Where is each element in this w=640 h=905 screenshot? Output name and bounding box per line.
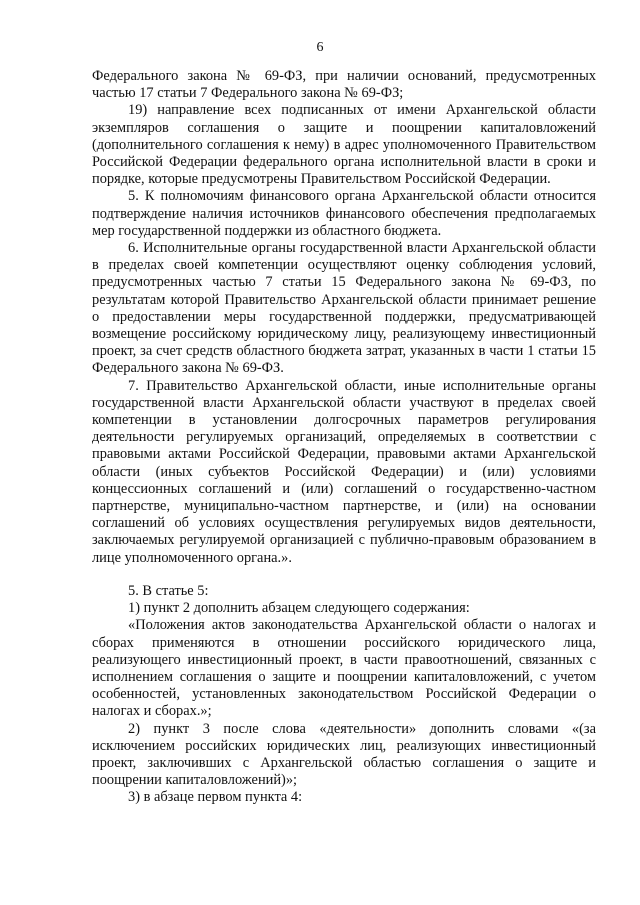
paragraph-article-5-heading: 5. В статье 5: [128,582,209,599]
paragraph-continuation: Федерального закона № 69-ФЗ, при наличии оснований, предусмотренных частью 17 статьи 7 Федерального закона № 69-ФЗ; [92,68,596,102]
paragraph-quote-taxes: «Положения актов законодательства Архангельской области о налогах и сборах применяются в отношении российского юридического лица, реализующего инвестиционный проект, в части правоотношений, связанных с исполнением соглашения о защите и поощрении капиталовложений, с учетом особенностей, установленных законодательством Российской Федерации о налогах и сборах.»; [92,617,596,720]
paragraph-subitem-1: 1) пункт 2 дополнить абзацем следующего содержания: [128,600,470,617]
paragraph-point-5: 5. К полномочиям финансового органа Архангельской области относится подтверждение наличия источников финансового обеспечения предполагаемых мер государственной поддержки из областного бюджета. [92,188,596,239]
paragraph-point-7: 7. Правительство Архангельской области, иные исполнительные органы государственной власти Архангельской области участвуют в пределах своей компетенции в установлении долгосрочных параметров регулирования деятельности регулируемых организаций, определяемых в соответствии с правовыми актами Российской Федерации, правовыми актами Архангельской области (иных субъектов Российской Федерации) и (или) условиями концессионных соглашений и (или) соглашений о государственно-частном партнерстве, муниципально-частном партнерстве, и (или) на основании соглашений об условиях осуществления регулируемых видов деятельности, заключаемых регулируемой организацией с публично-правовым образованием в лице уполномоченного органа.». [92,377,596,566]
paragraph-subitem-3: 3) в абзаце первом пункта 4: [128,789,303,806]
paragraph-item-19: 19) направление всех подписанных от имени Архангельской области экземпляров соглашения о защите и поощрении капиталовложений (дополнительного соглашения к нему) в адрес уполномоченного Правительством Российской Федерации федерального органа исполнительной власти в сроки и порядке, которые предусмотрены Правительством Российской Федерации. [92,102,596,188]
paragraph-point-6: 6. Исполнительные органы государственной власти Архангельской области в пределах своей компетенции осуществляют оценку соблюдения условий, предусмотренных частью 7 статьи 15 Федерального закона № 69-ФЗ, по результатам которой Правительство Архангельской области принимает решение о предоставлении меры государственной поддержки, предусматривающей возмещение российскому юридическому лицу, реализующему инвестиционный проект, за счет средств областного бюджета затрат, указанных в части 1 статьи 15 Федерального закона № 69-ФЗ. [92,240,596,377]
paragraph-subitem-2: 2) пункт 3 после слова «деятельности» дополнить словами «(за исключением российских юридических лиц, реализующих инвестиционный проект, заключивших с Архангельской областью соглашения о защите и поощрении капиталовложений)»; [92,720,596,789]
document-body [92,68,596,807]
page-number: 6 [316,40,324,55]
